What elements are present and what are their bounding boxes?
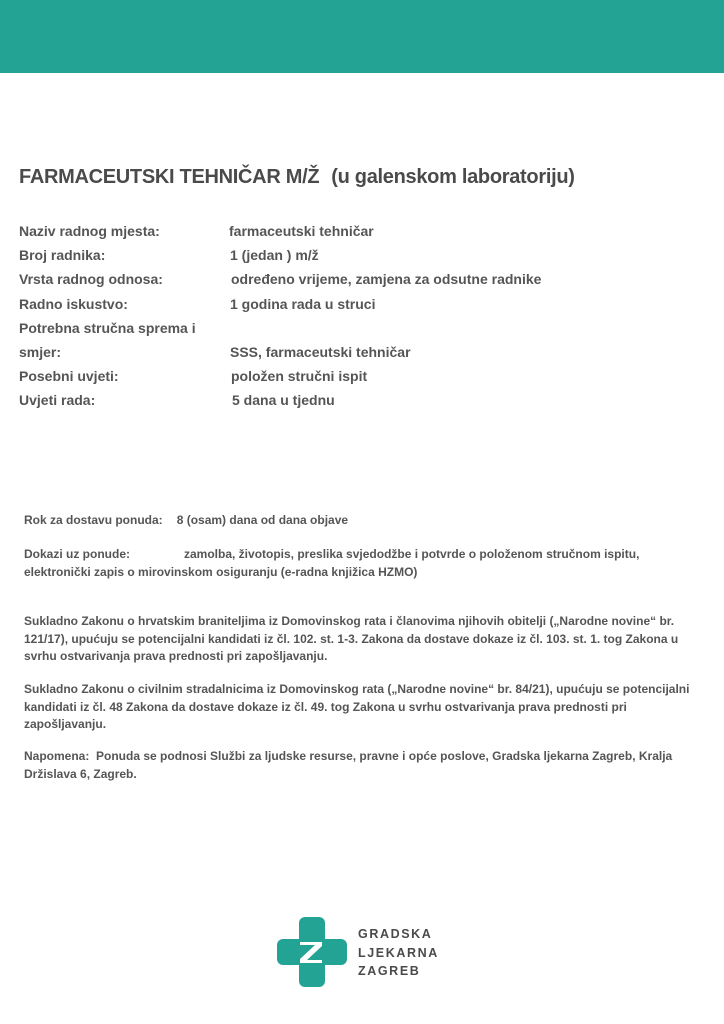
detail-label: Uvjeti rada: [19,392,96,409]
job-details [19,219,619,413]
detail-value: položen stručni ispit [231,368,368,385]
detail-label: Broj radnika: [19,247,106,264]
detail-label: Radno iskustvo: [19,295,128,312]
detail-value: određeno vrijeme, zamjena za odsutne radnike [231,271,542,288]
detail-label: Potrebna stručna sprema i [19,319,196,336]
deadline-label: Rok za dostavu ponuda: [24,513,163,527]
logo-line: GRADSKA [358,927,433,941]
header-band [0,0,724,73]
note-value: Ponuda se podnosi Službi za ljudske resurse, pravne i opće poslove, Gradska ljekarna Zagreb, Kralja Držislava 6, Zagreb. [24,749,673,781]
detail-row [19,316,619,340]
detail-label: smjer: [19,343,62,360]
note-label: Napomena: [24,749,90,763]
detail-label: Posebni uvjeti: [19,368,119,385]
detail-row [19,219,619,243]
deadline-line [24,512,696,530]
title-sub: (u galenskom laboratoriju) [331,166,575,188]
cross-z-logo-icon [276,916,348,988]
civilian-law-paragraph: Sukladno Zakonu o civilnim stradalnicima iz Domovinskog rata („Narodne novine“ br. 84/21), upućuju se potencijalni kandidati iz čl. 48 Zakona da dostave dokaze iz čl. 49. tog Zakona u svrhu ostvarivanja prava prednosti pri zapošljavanju. [24,682,690,731]
evidence-paragraph [24,546,696,581]
detail-value: farmaceutski tehničar [229,223,374,239]
logo-line: ZAGREB [358,964,421,978]
detail-value: SSS, farmaceutski tehničar [230,343,411,360]
evidence-value: zamolba, životopis, preslika svjedodžbe i potvrde o položenom stručnom ispitu, elektronički zapis o mirovinskom osiguranju (e-radna knjižica HZMO) [24,547,640,579]
detail-row [19,388,619,412]
logo-line: LJEKARNA [358,945,439,960]
veterans-law-paragraph: Sukladno Zakonu o hrvatskim braniteljima iz Domovinskog rata i članovima njihovih obitelji („Narodne novine“ br. 121/17), upućuju se potencijalni kandidati iz čl. 102. st. 1-3. Zakona da dostave dokaze iz čl. 103. st. 1. tog Zakona u svrhu ostvarivanja prava prednosti pri zapošljavanju. [24,614,679,663]
title-main: FARMACEUTSKI TEHNIČAR M/Ž [19,166,320,188]
detail-row [19,364,619,388]
detail-row [19,292,619,316]
logo-wordmark [358,925,439,981]
detail-value: 1 godina rada u struci [230,295,376,312]
detail-label: Naziv radnog mjesta: [19,223,160,239]
detail-row [19,340,619,364]
note-paragraph [24,748,696,783]
detail-row [19,243,619,267]
evidence-label: Dokazi uz ponude: [24,547,130,561]
page-title [19,166,575,189]
deadline-value: 8 (osam) dana od dana objave [176,513,349,527]
company-logo [276,916,456,988]
detail-label: Vrsta radnog odnosa: [19,271,163,288]
detail-row [19,267,619,291]
detail-value: 1 (jedan ) m/ž [230,247,319,264]
detail-value: 5 dana u tjednu [232,392,335,409]
